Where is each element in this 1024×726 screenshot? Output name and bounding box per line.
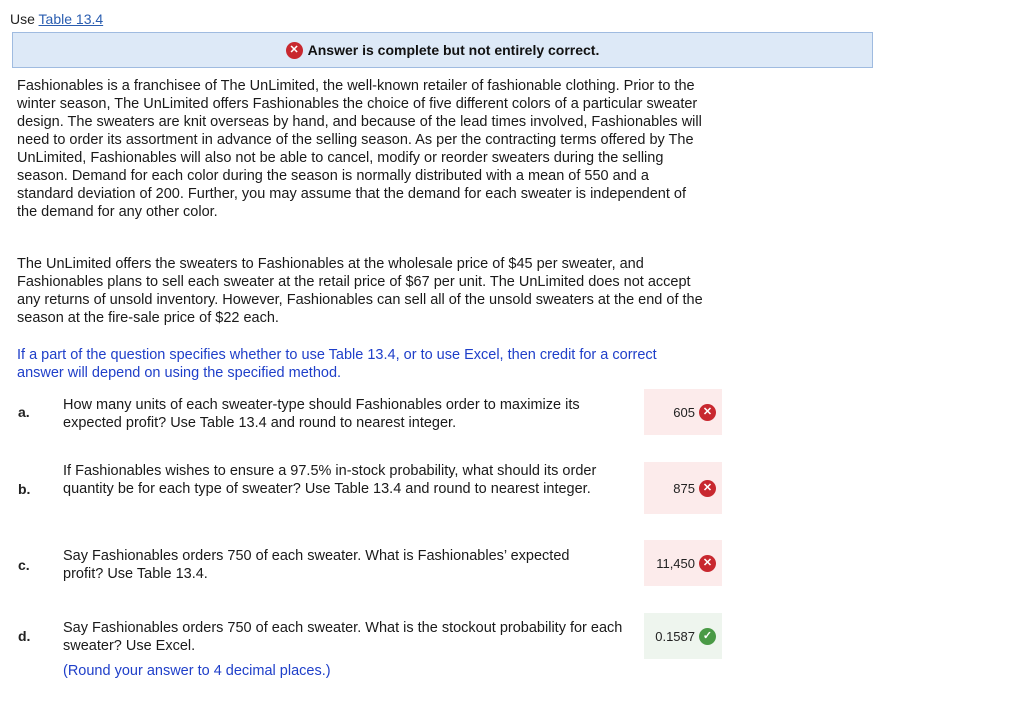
answer-a-value: 605 [673,404,695,420]
use-table-line [10,11,103,27]
question-b-letter: b. [18,481,31,497]
correct-check-icon: ✓ [699,628,716,645]
answer-c-field[interactable] [644,540,722,586]
question-d-text: Say Fashionables orders 750 of each sweater. What is the stockout probability for each sweater? Use Excel. [63,620,623,654]
use-prefix: Use [10,11,39,27]
incorrect-icon: ✕ [699,404,716,421]
answer-d-field[interactable] [644,613,722,659]
question-a-text: How many units of each sweater-type should Fashionables order to maximize its expected profit? Use Table 13.4 and round to nearest integer. [63,397,580,431]
result-banner [12,32,873,68]
answer-c-value: 11,450 [656,555,695,571]
question-c-letter: c. [18,557,30,573]
answer-b-field[interactable] [644,462,722,514]
question-d-letter: d. [18,628,31,644]
incorrect-icon: ✕ [699,555,716,572]
round-note: (Round your answer to 4 decimal places.) [63,663,331,679]
answer-a-field[interactable] [644,389,722,435]
banner-text: Answer is complete but not entirely correct. [307,42,600,58]
instruction-text: If a part of the question specifies whether to use Table 13.4, or to use Excel, then credit for a correct answer will depend on using the specified method. [17,347,657,381]
question-b-text: If Fashionables wishes to ensure a 97.5% in-stock probability, what should its order quantity be for each type of sweater? Use Table 13.4 and round to nearest integer. [63,463,597,497]
x-circle-icon: ✕ [286,42,303,59]
incorrect-icon: ✕ [699,480,716,497]
table-13-4-link[interactable]: Table 13.4 [38,11,104,27]
answer-b-value: 875 [673,480,695,496]
answer-d-value: 0.1587 [655,628,695,644]
question-c-text: Say Fashionables orders 750 of each sweater. What is Fashionables’ expected profit? Use Table 13.4. [63,548,570,582]
problem-paragraph-1: Fashionables is a franchisee of The UnLimited, the well-known retailer of fashionable clothing. Prior to the winter season, The UnLimited offers Fashionables the choice of five different colors of a particular sweater design. The sweaters are knit overseas by hand, and because of the lead times involved, Fashionables will need to order its assortment in advance of the selling season. As per the contracting terms offered by The UnLimited, Fashionables will also not be able to cancel, modify or reorder sweaters during the selling season. Demand for each color during the season is normally distributed with a mean of 550 and a standard deviation of 200. Further, you may assume that the demand for each sweater is independent of the demand for any other color. [17,78,702,220]
problem-paragraph-2: The UnLimited offers the sweaters to Fashionables at the wholesale price of $45 per sweater, and Fashionables plans to sell each sweater at the retail price of $67 per unit. The UnLimited does not accept any returns of unsold inventory. However, Fashionables can sell all of the unsold sweaters at the end of the season at the fire-sale price of $22 each. [17,256,703,326]
question-a-letter: a. [18,404,30,420]
